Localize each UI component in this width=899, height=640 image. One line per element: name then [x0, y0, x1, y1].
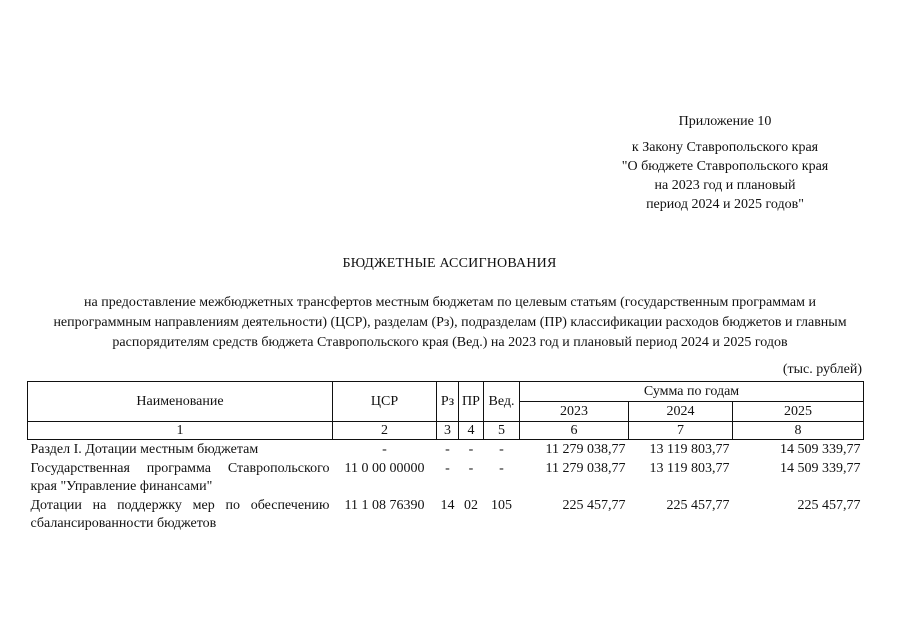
column-number: 2 [333, 422, 437, 440]
cell-sum-2024: 225 457,77 [666, 498, 730, 513]
appendix-line: период 2024 и 2025 годов" [646, 197, 804, 212]
cell-name: Раздел I. Дотации местным бюджетам [30, 442, 259, 457]
appendix-line: на 2023 год и плановый [654, 178, 796, 193]
header-year-2024: 2024 [629, 402, 733, 422]
column-number: 3 [437, 422, 459, 440]
header-year-2025: 2025 [733, 402, 864, 422]
cell-sum-2025: 14 509 339,77 [780, 461, 861, 476]
cell-sum-2024: 13 119 803,77 [649, 442, 730, 457]
column-number-row [28, 422, 864, 440]
appendix-line: "О бюджете Ставропольского края [621, 159, 829, 174]
header-ved: Вед. [484, 382, 520, 422]
header-year-2023: 2023 [520, 402, 629, 422]
cell-sum-2025: 14 509 339,77 [780, 442, 861, 457]
cell-pr: - [468, 461, 474, 476]
cell-csr: - [382, 442, 387, 457]
header-pr: ПР [459, 382, 484, 422]
header-csr: ЦСР [333, 382, 437, 422]
appendix-title: Приложение 10 [678, 114, 772, 129]
cell-ved: 105 [491, 498, 512, 513]
cell-sum-2023: 11 279 038,77 [545, 461, 626, 476]
table-row [28, 440, 864, 460]
budget-table [27, 381, 864, 533]
cell-sum-2023: 11 279 038,77 [545, 442, 626, 457]
header-sum: Сумма по годам [520, 382, 864, 402]
units-label: (тыс. рублей) [782, 362, 862, 377]
cell-rz: - [445, 442, 450, 457]
cell-rz: - [445, 461, 450, 476]
cell-pr: 02 [464, 498, 478, 513]
table-header [28, 382, 864, 422]
document-title: БЮДЖЕТНЫЕ АССИГНОВАНИЯ [342, 256, 557, 271]
document-subtitle: на предоставление межбюджетных трансфертов местным бюджетам по целевым статьям (государственным программам и непрограммным направлениям деятельности) (ЦСР), разделам (Рз), подразделам (ПР) классификации расходов бюджетов и главным распорядителям средств бюджета Ставропольского края (Вед.) на 2023 год и плановый период 2024 и 2025 годов [53, 295, 847, 350]
cell-csr: 11 0 00 00000 [344, 461, 425, 476]
header-rz: Рз [437, 382, 459, 422]
column-number: 5 [484, 422, 520, 440]
cell-rz: 14 [440, 498, 455, 513]
cell-csr: 11 1 08 76390 [344, 498, 425, 513]
cell-ved: - [499, 442, 504, 457]
appendix-line: к Закону Ставропольского края [631, 140, 819, 155]
cell-name: Дотации на поддержку мер по обеспечению сбалансированности бюджетов [30, 498, 330, 531]
table-row [28, 459, 864, 496]
cell-name: Государственная программа Ставропольского края "Управление финансами" [30, 461, 330, 494]
column-number: 8 [733, 422, 864, 440]
cell-ved: - [499, 461, 504, 476]
header-name: Наименование [28, 382, 333, 422]
cell-sum-2024: 13 119 803,77 [649, 461, 730, 476]
appendix-block [560, 112, 890, 214]
cell-sum-2025: 225 457,77 [797, 498, 861, 513]
column-number: 4 [459, 422, 484, 440]
cell-sum-2023: 225 457,77 [562, 498, 626, 513]
cell-pr: - [468, 442, 474, 457]
column-number: 6 [520, 422, 629, 440]
column-number: 1 [28, 422, 333, 440]
column-number: 7 [629, 422, 733, 440]
table-row [28, 496, 864, 533]
